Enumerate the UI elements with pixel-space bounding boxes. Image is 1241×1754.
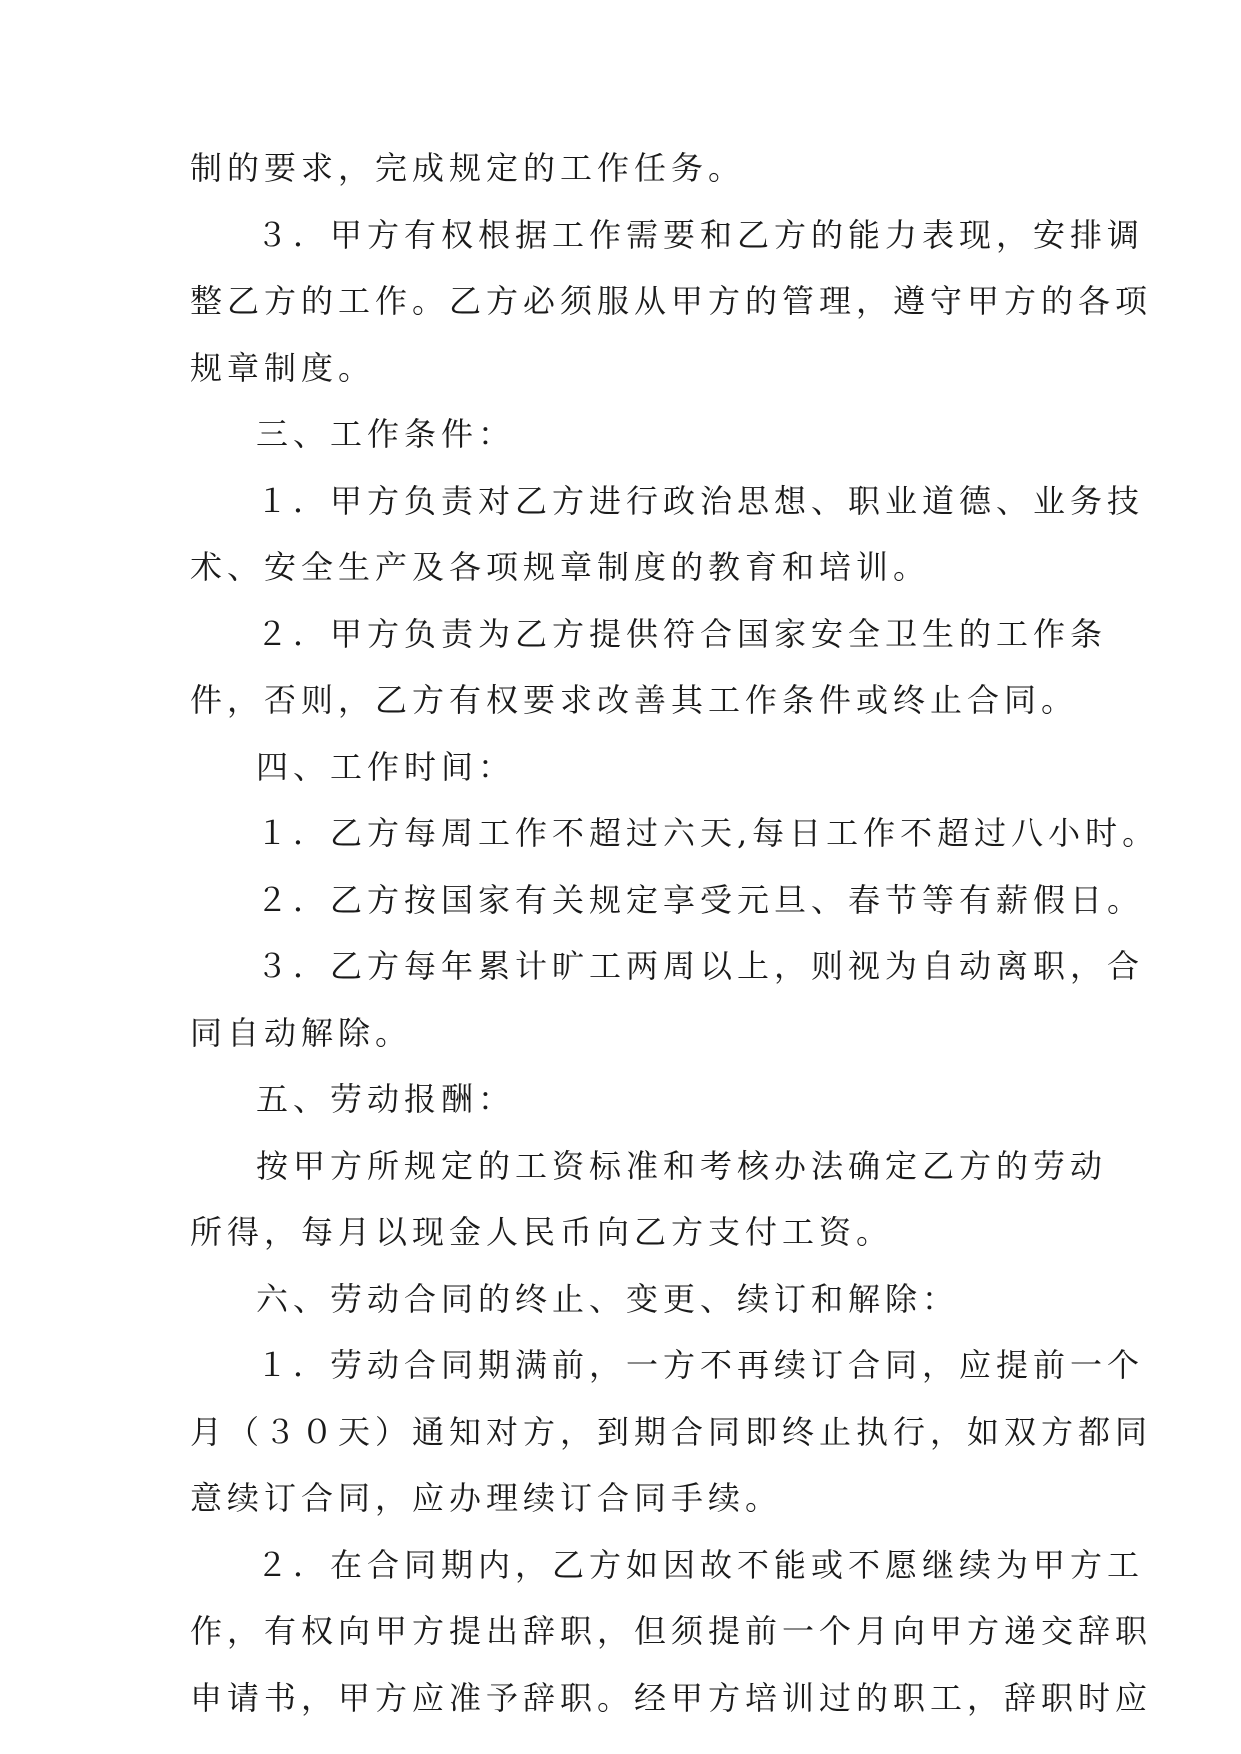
text-line: 同自动解除。 — [190, 1013, 413, 1052]
text-line: １．乙方每周工作不超过六天,每日工作不超过八小时。 — [256, 814, 1160, 852]
text-line: 整乙方的工作。乙方必须服从甲方的管理，遵守甲方的各项 — [190, 282, 1153, 320]
text-line: 按甲方所规定的工资标准和考核办法确定乙方的劳动 — [256, 1146, 1108, 1185]
text-line: 月（３０天）通知对方，到期合同即终止执行，如双方都同 — [190, 1412, 1153, 1451]
text-line: ３．乙方每年累计旷工两周以上，则视为自动离职，合 — [256, 947, 1145, 985]
section-heading: 五、劳动报酬： — [256, 1080, 516, 1118]
section-heading: 六、劳动合同的终止、变更、续订和解除： — [256, 1279, 960, 1318]
text-line: 作，有权向甲方提出辞职，但须提前一个月向甲方递交辞职 — [190, 1612, 1153, 1650]
text-line: 术、安全生产及各项规章制度的教育和培训。 — [190, 548, 931, 586]
text-line: 申请书，甲方应准予辞职。经甲方培训过的职工，辞职时应 — [190, 1678, 1153, 1717]
text-line: 所得，每月以现金人民币向乙方支付工资。 — [190, 1213, 894, 1251]
text-line: 规章制度。 — [190, 348, 376, 387]
text-line: １．劳动合同期满前，一方不再续订合同，应提前一个 — [256, 1346, 1145, 1384]
contract-body-text — [190, 149, 1160, 1748]
text-line: ２．乙方按国家有关规定享受元旦、春节等有薪假日。 — [256, 880, 1145, 919]
text-line: ２．在合同期内，乙方如因故不能或不愿继续为甲方工 — [256, 1545, 1145, 1584]
text-line: ３．甲方有权根据工作需要和乙方的能力表现，安排调 — [256, 215, 1145, 254]
text-line: 件，否则，乙方有权要求改善其工作条件或终止合同。 — [190, 681, 1079, 719]
text-line: 意续订合同，应办理续订合同手续。 — [190, 1479, 783, 1517]
section-heading: 三、工作条件： — [256, 415, 516, 453]
section-heading: 四、工作时间： — [256, 747, 516, 786]
text-line: １．甲方负责对乙方进行政治思想、职业道德、业务技 — [256, 481, 1145, 520]
text-line: 制的要求，完成规定的工作任务。 — [190, 149, 746, 187]
text-line: ２．甲方负责为乙方提供符合国家安全卫生的工作条 — [256, 614, 1108, 653]
